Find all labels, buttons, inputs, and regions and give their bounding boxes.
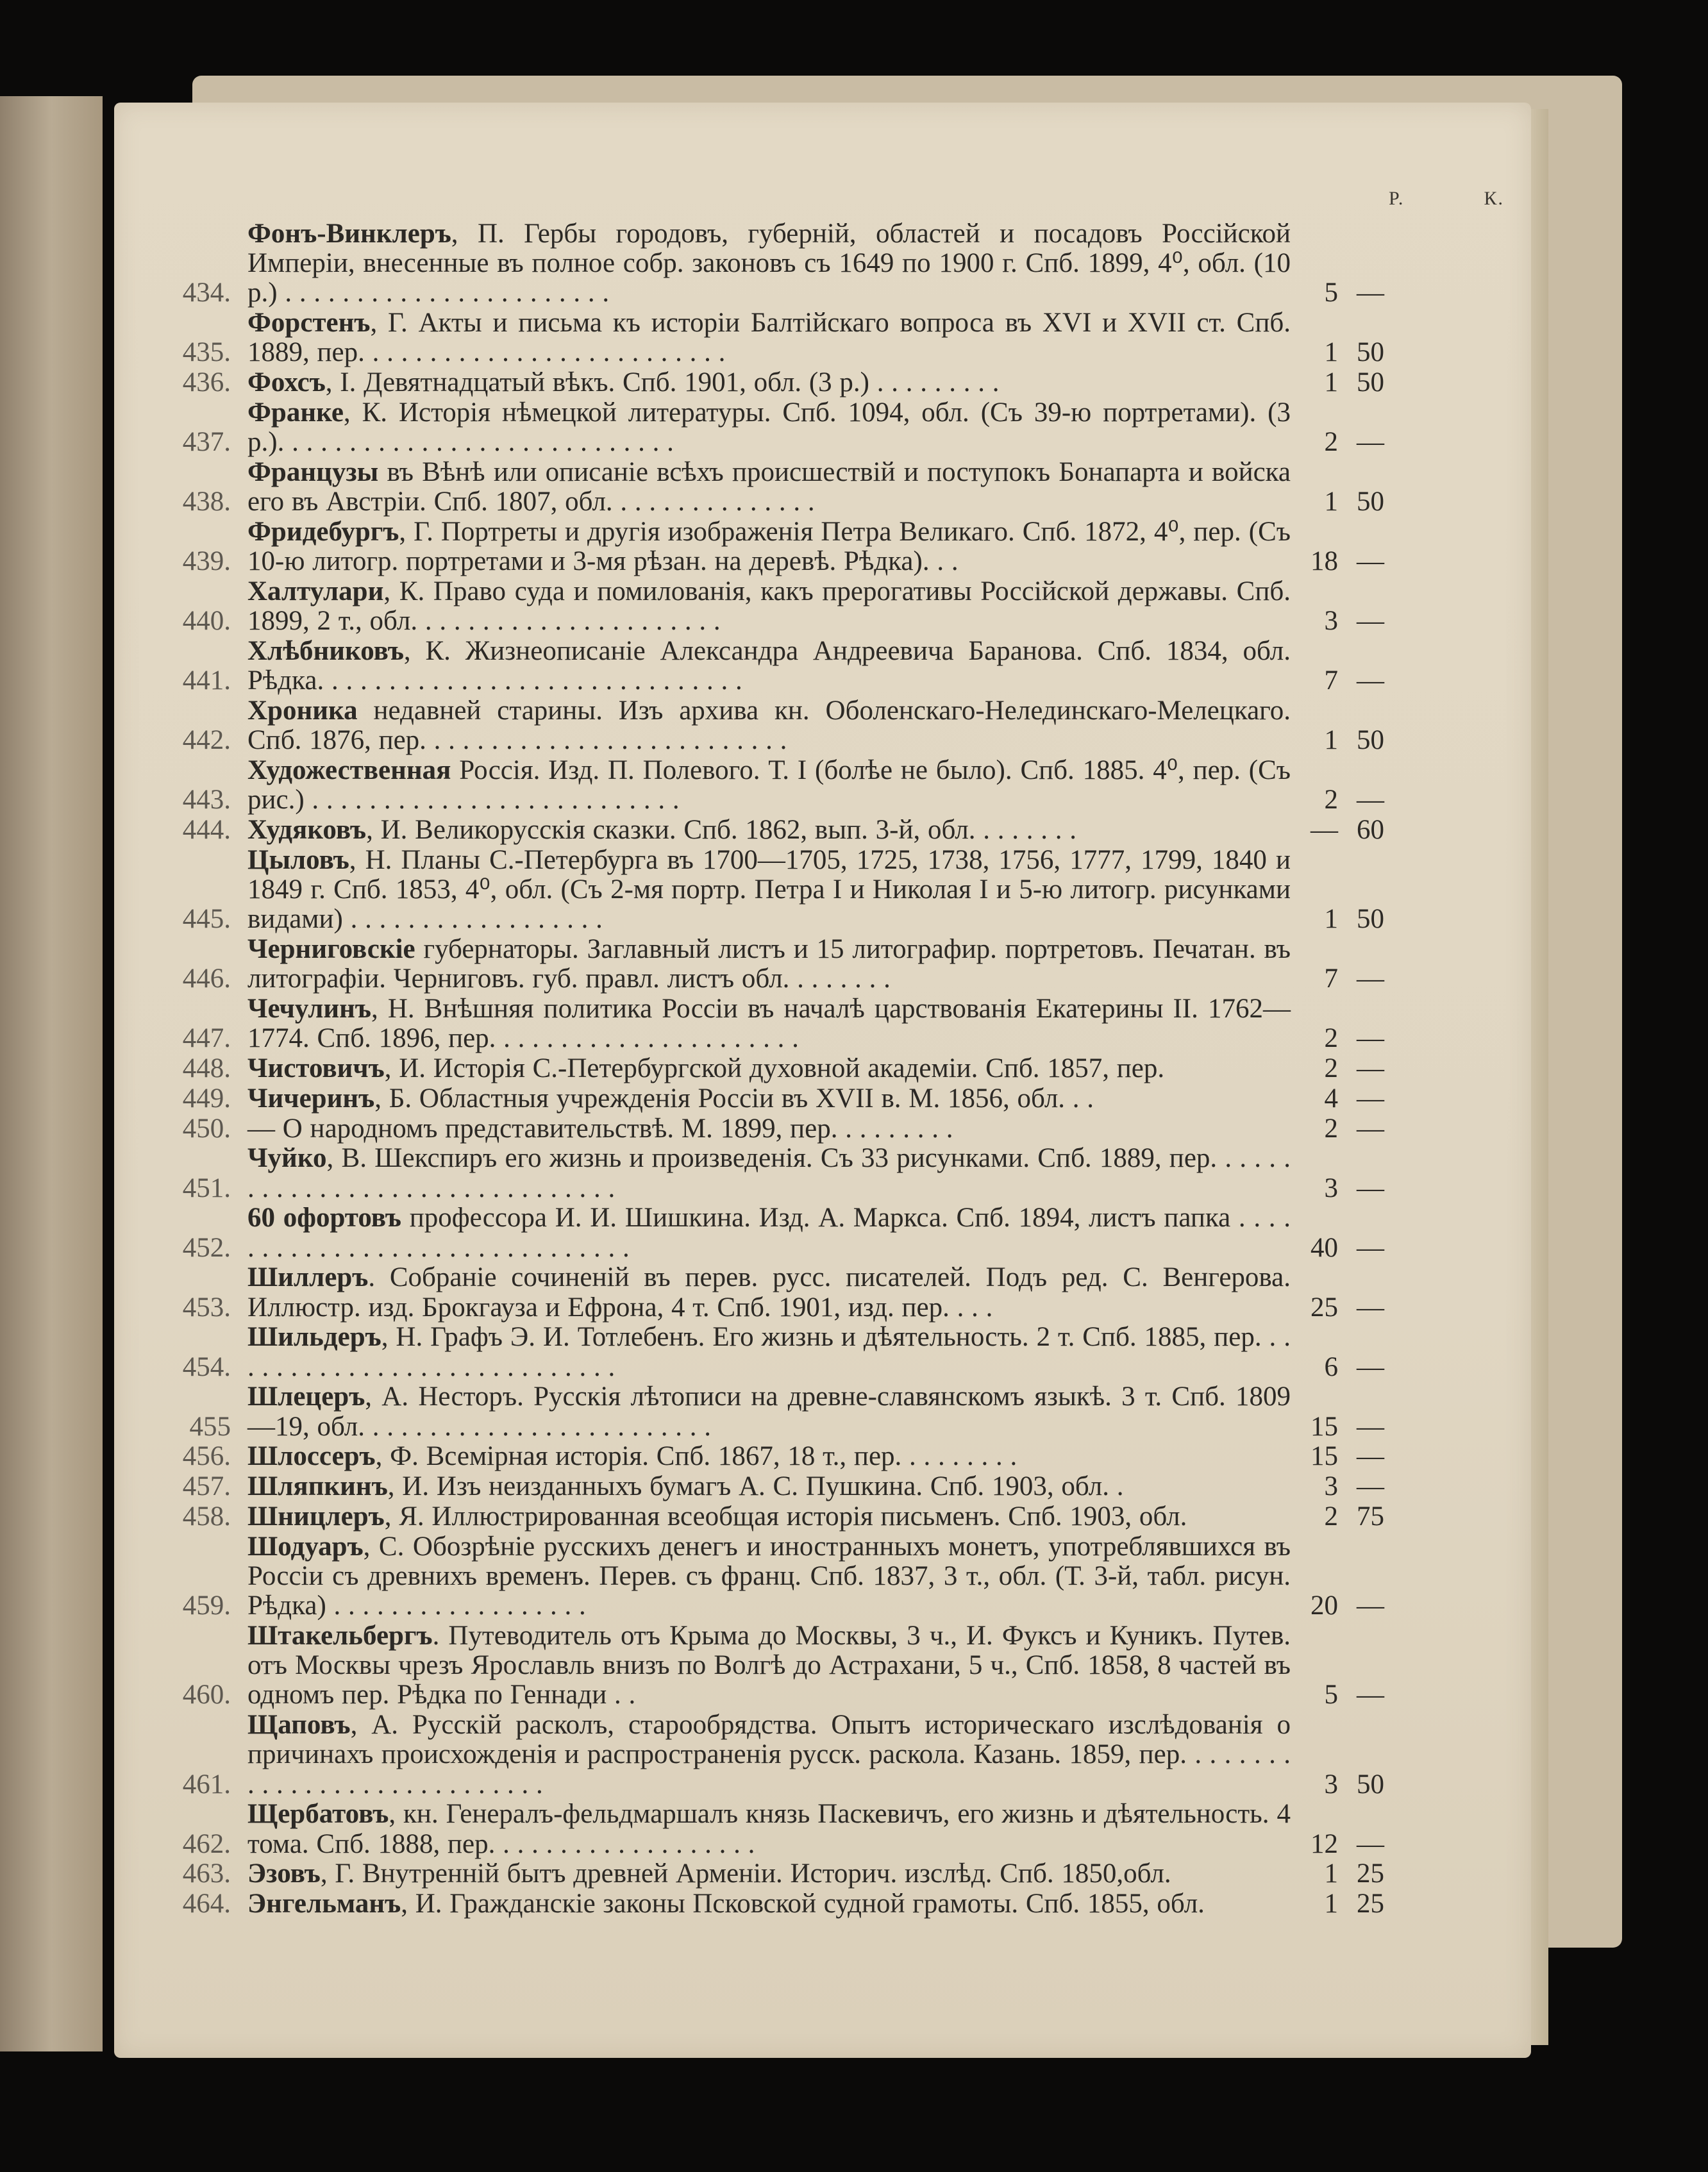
entry-text: , А. Несторъ. Русскія лѣтописи на древне-славянскомъ языкѣ. 3 т. Спб. 1809—19, обл. . . . . . . . . . . . . . . . . . . . . . . . . <box>247 1382 1291 1442</box>
price-kopecks: — <box>1357 1411 1384 1442</box>
catalog-entry <box>114 637 1531 696</box>
price-rubles: 2 <box>1324 1023 1338 1054</box>
left-page-edge <box>0 96 103 2051</box>
catalog-entry <box>114 756 1531 815</box>
entry-price <box>1303 547 1387 576</box>
catalog-entry <box>114 1502 1531 1532</box>
entry-number: 439. <box>182 546 231 577</box>
entry-author: Щербатовъ <box>247 1799 389 1830</box>
entry-author: Шлецеръ <box>247 1382 365 1412</box>
price-rubles: 1 <box>1324 337 1338 368</box>
entry-description <box>247 1800 1291 1859</box>
entry-description <box>247 815 1291 845</box>
catalog-entry <box>114 1532 1531 1621</box>
price-rubles: 2 <box>1324 427 1338 458</box>
price-kopecks: 50 <box>1357 337 1384 368</box>
price-rubles: 20 <box>1310 1591 1338 1621</box>
entry-number: 444. <box>182 815 231 845</box>
entry-description <box>247 1144 1291 1203</box>
entry-author: Фохсъ <box>247 367 326 398</box>
entry-author: Форстенъ <box>247 308 371 338</box>
entry-text: , С. Обозрѣніе русскихъ денегъ и иностранныхъ монетъ, употреблявшихся въ Россіи съ древнихъ временъ. Перев. съ франц. Спб. 1837, 3 т., обл. (Т. 3-й, табл. рисун. Рѣдка) . . . . . . . . . . . . . . . . . . <box>247 1531 1291 1621</box>
entry-description <box>247 368 1291 397</box>
price-rubles: 5 <box>1324 278 1338 308</box>
price-rubles: 12 <box>1310 1828 1338 1859</box>
entry-author: Фридебургъ <box>247 517 399 547</box>
entry-text: , Г. Портреты и другія изображенія Петра Великаго. Спб. 1872, 4⁰, пер. (Съ 10-ю литогр. портретами и 3-мя рѣзан. на деревѣ. Рѣдка). . . <box>247 517 1291 577</box>
entry-author: Халтулари <box>247 576 384 606</box>
price-kopecks: — <box>1357 1680 1384 1710</box>
entry-number: 450. <box>182 1113 231 1144</box>
catalog-entry <box>114 1442 1531 1471</box>
price-kopecks: 50 <box>1357 367 1384 398</box>
entry-number: 440. <box>182 606 231 637</box>
price-rubles: 1 <box>1324 1889 1338 1919</box>
price-rubles: 2 <box>1324 1053 1338 1083</box>
entry-number: 449. <box>182 1083 231 1114</box>
catalog-entries <box>114 219 1531 1919</box>
entry-description <box>247 1114 1291 1144</box>
entry-author: Шодуаръ <box>247 1531 364 1562</box>
catalog-entry <box>114 815 1531 845</box>
entry-number: 452. <box>182 1232 231 1263</box>
price-rubles: 3 <box>1324 1173 1338 1203</box>
entry-author: Фонъ-Винклеръ <box>247 219 451 249</box>
entry-description <box>247 1859 1291 1889</box>
entry-description <box>247 1710 1291 1800</box>
entry-text: , П. Гербы городовъ, губерній, областей и посадовъ Россійской Имперіи, внесенные въ полное собр. законовъ съ 1649 по 1900 г. Спб. 1899, 4⁰, обл. (10 р.) . . . . . . . . . . . . . . . . . . . . . . . <box>247 219 1291 308</box>
kopecks-header: К. <box>1484 188 1504 209</box>
entry-author: Цыловъ <box>247 844 349 875</box>
entry-price <box>1303 1024 1387 1053</box>
entry-price <box>1303 1233 1387 1263</box>
entry-author: Шницлеръ <box>247 1501 385 1532</box>
entry-author: Штакельбергъ <box>247 1620 433 1651</box>
entry-author: Французы <box>247 457 379 487</box>
entry-price <box>1303 1174 1387 1203</box>
entry-number: 462. <box>182 1828 231 1859</box>
entry-price <box>1303 1770 1387 1800</box>
entry-price <box>1303 1293 1387 1323</box>
price-rubles: 2 <box>1324 785 1338 815</box>
price-rubles: 1 <box>1324 725 1338 756</box>
entry-number: 448. <box>182 1053 231 1083</box>
entry-number: 436. <box>182 367 231 398</box>
entry-price <box>1303 1472 1387 1501</box>
price-kopecks: — <box>1357 1023 1384 1054</box>
entry-text: недавней старины. Изъ архива кн. Оболенскаго-Нелединскаго-Мелецкаго. Спб. 1876, пер. . . . . . . . . . . . . . . . . . . . . . . . . . <box>247 696 1291 756</box>
entry-description <box>247 846 1291 935</box>
entry-description <box>247 1323 1291 1382</box>
catalog-entry <box>114 398 1531 457</box>
entry-text: Россія. Изд. П. Полевого. Т. I (болѣе не было). Спб. 1885. 4⁰, пер. (Съ рис.) . . . . . . . . . . . . . . . . . . . . . . . . . . <box>247 755 1291 815</box>
entry-number: 464. <box>182 1889 231 1919</box>
price-kopecks: 25 <box>1357 1889 1384 1919</box>
entry-price <box>1303 1859 1387 1889</box>
entry-author: Чечулинъ <box>247 994 371 1024</box>
entry-author: Худяковъ <box>247 815 367 845</box>
entry-text: , К. Исторія нѣмецкой литературы. Спб. 1094, обл. (Съ 39-ю портретами). (3 р.). . . . . . . . . . . . . . . . . . . . . . . . . . . . <box>247 397 1291 458</box>
price-rubles: — <box>1310 815 1338 845</box>
entry-number: 453. <box>182 1292 231 1323</box>
entry-text: — О народномъ представительствѣ. М. 1899, пер. . . . . . . . . <box>247 1113 953 1144</box>
entry-text: , Я. Иллюстрированная всеобщая исторія письменъ. Спб. 1903, обл. <box>384 1501 1187 1532</box>
price-rubles: 6 <box>1324 1351 1338 1382</box>
entry-price <box>1303 1353 1387 1382</box>
entry-number: 463. <box>182 1859 231 1889</box>
entry-number: 438. <box>182 487 231 517</box>
catalog-entry <box>114 368 1531 397</box>
entry-author: 60 офортовъ <box>247 1203 402 1233</box>
rubles-header: Р. <box>1389 188 1405 209</box>
entry-number: 461. <box>182 1769 231 1800</box>
entry-price <box>1303 428 1387 457</box>
entry-author: Шиллеръ <box>247 1262 369 1293</box>
entry-number: 445. <box>182 904 231 935</box>
price-kopecks: — <box>1357 1083 1384 1114</box>
entry-author: Хроника <box>247 696 358 726</box>
entry-number: 434. <box>182 278 231 308</box>
price-kopecks: — <box>1357 606 1384 637</box>
entry-description <box>247 308 1291 367</box>
entry-description <box>247 935 1291 994</box>
entry-text: , И. Великорусскія сказки. Спб. 1862, вып. 3-й, обл. . . . . . . . <box>366 815 1076 845</box>
price-rubles: 1 <box>1324 904 1338 935</box>
entry-number: 456. <box>182 1441 231 1472</box>
catalog-entry <box>114 1710 1531 1800</box>
entry-author: Чичеринъ <box>247 1083 375 1114</box>
price-kopecks: 50 <box>1357 487 1384 517</box>
entry-number: 459. <box>182 1591 231 1621</box>
price-kopecks: 50 <box>1357 1769 1384 1800</box>
entry-text: , Н. Внѣшняя политика Россіи въ началѣ царствованія Екатерины II. 1762—1774. Спб. 1896, пер. . . . . . . . . . . . . . . . . . . . . . <box>247 994 1291 1054</box>
entry-text: , Ф. Всемірная исторія. Спб. 1867, 18 т., пер. . . . . . . . . <box>375 1441 1017 1472</box>
price-rubles: 3 <box>1324 606 1338 637</box>
entry-number: 435. <box>182 337 231 368</box>
entry-number: 437. <box>182 427 231 458</box>
entry-author: Черниговскіе <box>247 934 415 964</box>
price-kopecks: — <box>1357 1828 1384 1859</box>
entry-description <box>247 1203 1291 1262</box>
currency-header <box>1389 188 1504 210</box>
price-rubles: 1 <box>1324 367 1338 398</box>
entry-description <box>247 1442 1291 1471</box>
price-rubles: 15 <box>1310 1441 1338 1472</box>
price-kopecks: — <box>1357 278 1384 308</box>
entry-price <box>1303 905 1387 934</box>
entry-text: профессора И. И. Шишкина. Изд. А. Маркса. Спб. 1894, листъ папка . . . . . . . . . . . . . . . . . . . . . . . . . . . . . . . <box>247 1203 1291 1263</box>
entry-price <box>1303 368 1387 397</box>
catalog-entry <box>114 1382 1531 1441</box>
price-kopecks: — <box>1357 1053 1384 1083</box>
entry-author: Чуйко <box>247 1143 327 1174</box>
price-rubles: 18 <box>1310 546 1338 577</box>
entry-description <box>247 1621 1291 1710</box>
price-kopecks: — <box>1357 1441 1384 1472</box>
price-rubles: 7 <box>1324 665 1338 696</box>
catalog-entry <box>114 577 1531 636</box>
entry-author: Шлоссеръ <box>247 1441 376 1472</box>
right-page-edge <box>1529 109 1548 2045</box>
price-kopecks: — <box>1357 1232 1384 1263</box>
entry-description <box>247 1472 1291 1501</box>
entry-price <box>1303 1412 1387 1442</box>
price-rubles: 15 <box>1310 1411 1338 1442</box>
price-kopecks: — <box>1357 1351 1384 1382</box>
entry-author: Шляпкинъ <box>247 1471 388 1502</box>
entry-author: Чистовичъ <box>247 1053 385 1083</box>
catalog-entry <box>114 517 1531 576</box>
catalog-entry <box>114 1203 1531 1262</box>
entry-description <box>247 696 1291 755</box>
price-kopecks: — <box>1357 1173 1384 1203</box>
price-kopecks: — <box>1357 427 1384 458</box>
catalog-entry <box>114 1144 1531 1203</box>
price-kopecks: — <box>1357 1471 1384 1502</box>
entry-price <box>1303 338 1387 367</box>
entry-number: 441. <box>182 665 231 696</box>
entry-text: , И. Изъ неизданныхъ бумагъ А. С. Пушкина. Спб. 1903, обл. . <box>387 1471 1124 1502</box>
entry-number: 442. <box>182 725 231 756</box>
entry-text: , кн. Генералъ-фельдмаршалъ князь Паскевичъ, его жизнь и дѣятельность. 4 тома. Спб. 1888, пер. . . . . . . . . . . . . . . . . . . <box>247 1799 1291 1859</box>
catalog-entry <box>114 308 1531 367</box>
price-rubles: 2 <box>1324 1501 1338 1532</box>
catalog-entry <box>114 1084 1531 1114</box>
entry-price <box>1303 964 1387 994</box>
catalog-entry <box>114 1800 1531 1859</box>
price-rubles: 1 <box>1324 1859 1338 1889</box>
entry-number: 451. <box>182 1173 231 1203</box>
entry-price <box>1303 1680 1387 1710</box>
entry-description <box>247 1502 1291 1532</box>
entry-number: 460. <box>182 1680 231 1710</box>
entry-description <box>247 398 1291 457</box>
entry-description <box>247 1084 1291 1114</box>
entry-number: 454. <box>182 1351 231 1382</box>
entry-number: 457. <box>182 1471 231 1502</box>
entry-price <box>1303 1889 1387 1919</box>
price-rubles: 1 <box>1324 487 1338 517</box>
entry-text: въ Вѣнѣ или описаніе всѣхъ происшествій и поступокъ Бонапарта и войска его въ Австріи. Спб. 1807, обл. . . . . . . . . . . . . . . <box>247 457 1291 517</box>
entry-description <box>247 458 1291 517</box>
entry-text: . Путеводитель отъ Крыма до Москвы, 3 ч., И. Фуксъ и Куникъ. Путев. отъ Москвы чрезъ Ярославль внизъ по Волгѣ до Астрахани, 5 ч., Спб. 1858, 8 частей въ одномъ пер. Рѣдка по Геннади . . <box>247 1620 1291 1710</box>
entry-price <box>1303 606 1387 636</box>
entry-text: , Б. Областныя учрежденія Россіи въ XVII в. М. 1856, обл. . . <box>374 1083 1094 1114</box>
price-kopecks: 25 <box>1357 1859 1384 1889</box>
entry-price <box>1303 1084 1387 1114</box>
entry-description <box>247 1532 1291 1621</box>
entry-price <box>1303 1054 1387 1083</box>
entry-text: , И. Гражданскіе законы Псковской судной грамоты. Спб. 1855, обл. <box>401 1889 1205 1919</box>
entry-author: Энгельманъ <box>247 1889 401 1919</box>
entry-price <box>1303 1442 1387 1471</box>
entry-description <box>247 637 1291 696</box>
entry-price <box>1303 1830 1387 1859</box>
entry-text: , В. Шекспиръ его жизнь и произведенія. Съ 33 рисунками. Спб. 1889, пер. . . . . . . . . . . . . . . . . . . . . . . . . . . . . . . . <box>247 1143 1291 1203</box>
entry-description <box>247 517 1291 576</box>
entry-text: губернаторы. Заглавный листъ и 15 литографир. портретовъ. Печатан. въ литографіи. Черниговъ. губ. правл. листъ обл. . . . . . . . <box>247 934 1291 994</box>
price-kopecks: 50 <box>1357 725 1384 756</box>
entry-price <box>1303 666 1387 696</box>
entry-author: Щаповъ <box>247 1710 351 1741</box>
entry-text: , А. Русскій расколъ, старообрядства. Опытъ историческаго изслѣдованія о причинахъ происхожденія и распространенія русск. раскола. Казань. 1859, пер. . . . . . . . . . . . . . . . . . . . . . . . . . . . . <box>247 1710 1291 1800</box>
entry-price <box>1303 1114 1387 1144</box>
entry-text: , К. Жизнеописаніе Александра Андреевича Баранова. Спб. 1834, обл. Рѣдка. . . . . . . . . . . . . . . . . . . . . . . . . . . . . . <box>247 636 1291 696</box>
entry-text: , И. Исторія С.-Петербургской духовной академіи. Спб. 1857, пер. <box>384 1053 1165 1083</box>
catalog-entry <box>114 696 1531 755</box>
catalog-entry <box>114 219 1531 308</box>
entry-price <box>1303 815 1387 845</box>
catalog-entry <box>114 1054 1531 1083</box>
entry-price <box>1303 1591 1387 1621</box>
price-kopecks: 50 <box>1357 904 1384 935</box>
entry-author: Эзовъ <box>247 1859 321 1889</box>
entry-description <box>247 577 1291 636</box>
entry-description <box>247 1263 1291 1322</box>
entry-text: , Г. Внутренній бытъ древней Арменіи. Историч. изслѣд. Спб. 1850,обл. <box>320 1859 1171 1889</box>
entry-price <box>1303 726 1387 755</box>
catalog-entry <box>114 935 1531 994</box>
entry-author: Хлѣбниковъ <box>247 636 404 666</box>
price-kopecks: — <box>1357 665 1384 696</box>
catalog-entry <box>114 1472 1531 1501</box>
entry-number: 455 <box>189 1411 231 1442</box>
entry-author: Франке <box>247 397 344 428</box>
catalog-entry <box>114 1323 1531 1382</box>
catalog-entry <box>114 1859 1531 1889</box>
catalog-entry <box>114 1621 1531 1710</box>
entry-author: Шильдеръ <box>247 1322 381 1353</box>
entry-author: Художественная <box>247 755 451 785</box>
price-rubles: 3 <box>1324 1769 1338 1800</box>
price-rubles: 3 <box>1324 1471 1338 1502</box>
entry-description <box>247 219 1291 308</box>
entry-text: , К. Право суда и помилованія, какъ прерогативы Россійской державы. Спб. 1899, 2 т., обл. . . . . . . . . . . . . . . . . . . . . . <box>247 576 1291 637</box>
catalog-entry <box>114 846 1531 935</box>
catalog-entry <box>114 1889 1531 1919</box>
entry-price <box>1303 278 1387 308</box>
price-kopecks: — <box>1357 785 1384 815</box>
price-rubles: 40 <box>1310 1232 1338 1263</box>
entry-text: , Н. Планы С.-Петербурга въ 1700—1705, 1725, 1738, 1756, 1777, 1799, 1840 и 1849 г. Спб. 1853, 4⁰, обл. (Съ 2-мя портр. Петра I и Николая I и 5-ю литогр. рисунками видами) . . . . . . . . . . . . . . . . . . <box>247 844 1291 935</box>
price-rubles: 7 <box>1324 964 1338 994</box>
catalog-entry <box>114 994 1531 1053</box>
price-rubles: 4 <box>1324 1083 1338 1114</box>
price-kopecks: — <box>1357 1113 1384 1144</box>
entry-text: . Собраніе сочиненій въ перев. русс. писателей. Подъ ред. С. Венгерова. Иллюстр. изд. Брокгауза и Ефрона, 4 т. Спб. 1901, изд. пер. . . . <box>247 1262 1291 1323</box>
price-kopecks: — <box>1357 964 1384 994</box>
price-kopecks: — <box>1357 546 1384 577</box>
entry-number: 443. <box>182 785 231 815</box>
entry-number: 446. <box>182 964 231 994</box>
price-kopecks: — <box>1357 1591 1384 1621</box>
entry-description <box>247 1889 1291 1919</box>
catalog-entry <box>114 1263 1531 1322</box>
entry-description <box>247 1054 1291 1083</box>
catalog-entry <box>114 1114 1531 1144</box>
price-rubles: 25 <box>1310 1292 1338 1323</box>
entry-text: , Г. Акты и письма къ исторіи Балтійскаго вопроса въ XVI и XVII ст. Спб. 1889, пер. . . . . . . . . . . . . . . . . . . . . . . . . . <box>247 308 1291 368</box>
price-rubles: 5 <box>1324 1680 1338 1710</box>
entry-text: , I. Девятнадцатый вѣкъ. Спб. 1901, обл. (3 р.) . . . . . . . . . <box>325 367 1000 398</box>
price-kopecks: 75 <box>1357 1501 1384 1532</box>
entry-price <box>1303 487 1387 517</box>
entry-description <box>247 1382 1291 1441</box>
price-kopecks: 60 <box>1357 815 1384 845</box>
catalog-page <box>114 103 1531 2058</box>
price-kopecks: — <box>1357 1292 1384 1323</box>
entry-description <box>247 994 1291 1053</box>
entry-text: , Н. Графъ Э. И. Тотлебенъ. Его жизнь и дѣятельность. 2 т. Спб. 1885, пер. . . . . . . . . . . . . . . . . . . . . . . . . . . . . <box>247 1322 1291 1382</box>
entry-price <box>1303 1502 1387 1532</box>
entry-price <box>1303 785 1387 815</box>
entry-number: 458. <box>182 1501 231 1532</box>
entry-description <box>247 756 1291 815</box>
entry-number: 447. <box>182 1023 231 1054</box>
price-rubles: 2 <box>1324 1113 1338 1144</box>
catalog-entry <box>114 458 1531 517</box>
